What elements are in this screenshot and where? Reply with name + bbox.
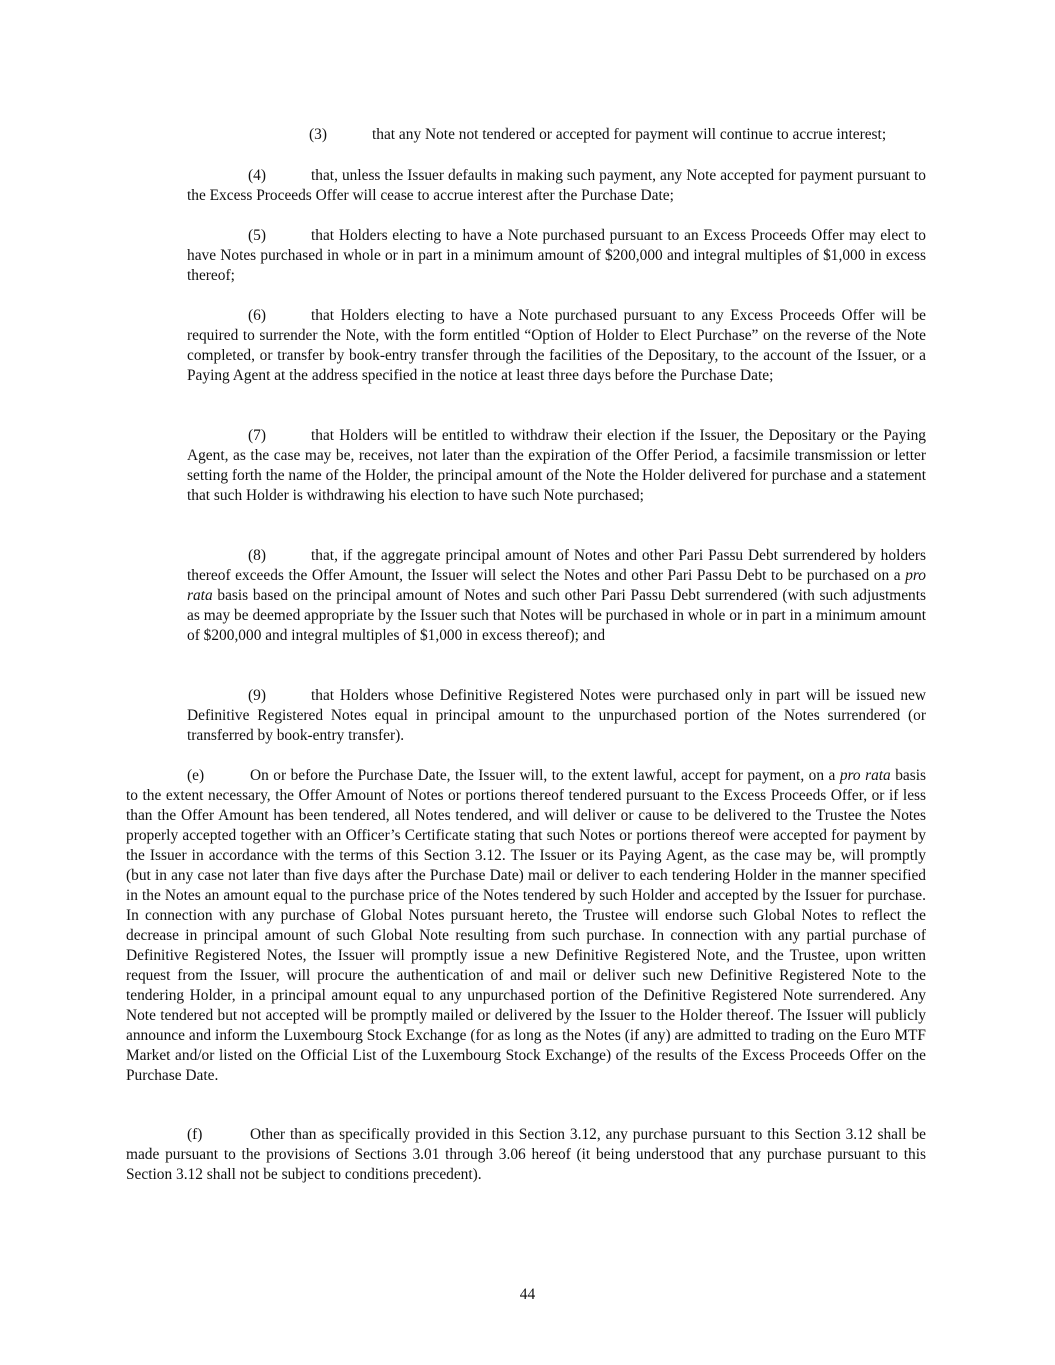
list-item-7	[187, 426, 926, 506]
list-item-text-cont: basis based on the principal amount of Notes and such other Pari Passu Debt surrendered (with such adjustments as may be deemed appropriate by the Issuer such that Notes will be purchased in whole or in part in a minimum amount of $200,000 and integral multiples of $1,000 in excess thereof); and	[187, 587, 926, 644]
list-item-text: that, unless the Issuer defaults in making such payment, any Note accepted for payment pursuant to the Excess Proceeds Offer will cease to accrue interest after the Purchase Date;	[187, 167, 926, 204]
paragraph-f	[126, 1125, 926, 1185]
list-item-number: (7)	[248, 427, 266, 444]
list-item-9	[187, 686, 926, 746]
list-item-italic-term: pro rata	[187, 567, 926, 604]
paragraph-text: On or before the Purchase Date, the Issuer will, to the extent lawful, accept for payment, on a	[250, 767, 840, 784]
page-number: 44	[519, 1286, 536, 1303]
list-item-text: that Holders whose Definitive Registered Notes were purchased only in part will be issued new Definitive Registered Notes equal in principal amount to the unpurchased portion of the Notes surrendered (or transferred by book-entry transfer).	[187, 687, 926, 744]
list-item-6	[187, 306, 926, 386]
list-item-number: (4)	[248, 167, 266, 184]
paragraph-text: Other than as specifically provided in this Section 3.12, any purchase pursuant to this Section 3.12 shall be made pursuant to the provisions of Sections 3.01 through 3.06 hereof (it being understood that any purchase pursuant to this Section 3.12 shall not be subject to conditions precedent).	[126, 1126, 926, 1183]
paragraph-e	[126, 766, 926, 1086]
list-item-text: that Holders will be entitled to withdraw their election if the Issuer, the Depositary or the Paying Agent, as the case may be, receives, not later than the expiration of the Offer Period, a facsimile transmission or letter setting forth the name of the Holder, the principal amount of the Note the Holder delivered for purchase and a statement that such Holder is withdrawing his election to have such Note purchased;	[187, 427, 926, 504]
list-item-text: that any Note not tendered or accepted for payment will continue to accrue interest;	[372, 126, 887, 143]
paragraph-italic-term: pro rata	[839, 767, 891, 784]
list-item-number: (9)	[248, 687, 266, 704]
list-item-text: that Holders electing to have a Note purchased pursuant to an Excess Proceeds Offer may elect to have Notes purchased in whole or in part in a minimum amount of $200,000 and integral multiples of $1,000 in excess thereof;	[187, 227, 926, 284]
list-item-3	[187, 125, 926, 145]
list-item-text: that Holders electing to have a Note purchased pursuant to any Excess Proceeds Offer will be required to surrender the Note, with the form entitled “Option of Holder to Elect Purchase” on the reverse of the Note completed, or transfer by book-entry transfer through the facilities of the Depositary, to the account of the Issuer, or a Paying Agent at the address specified in the notice at least three days before the Purchase Date;	[187, 307, 926, 384]
list-item-8	[187, 546, 926, 646]
list-item-number: (3)	[309, 126, 327, 143]
list-item-text: that, if the aggregate principal amount of Notes and other Pari Passu Debt surrendered by holders thereof exceeds the Offer Amount, the Issuer will select the Notes and other Pari Passu Debt to be purchased on a	[187, 547, 926, 584]
list-item-number: (8)	[248, 547, 266, 564]
list-item-5	[187, 226, 926, 286]
paragraph-number: (e)	[187, 767, 205, 784]
paragraph-number: (f)	[187, 1126, 203, 1143]
list-item-number: (5)	[248, 227, 266, 244]
list-item-4	[187, 166, 926, 206]
list-item-number: (6)	[248, 307, 266, 324]
paragraph-text-cont: basis to the extent necessary, the Offer Amount of Notes or portions thereof tendered pursuant to the Excess Proceeds Offer, or if less than the Offer Amount has been tendered, all Notes tendered, and will deliver or cause to be delivered to the Trustee the Notes properly accepted together with an Officer’s Certificate stating that such Notes or portions thereof were accepted for payment by the Issuer in accordance with the terms of this Section 3.12. The Issuer or its Paying Agent, as the case may be, will promptly (but in any case not later than five days after the Purchase Date) mail or deliver to each tendering Holder in the manner specified in the Notes an amount equal to the purchase price of the Notes tendered by such Holder and accepted by the Issuer for purchase. In connection with any purchase of Global Notes pursuant hereto, the Trustee will endorse such Global Notes to reflect the decrease in principal amount of such Global Note resulting from such purchase. In connection with any partial purchase of Definitive Registered Notes, the Issuer will promptly issue a new Definitive Registered Note, and the Trustee, upon written request from the Issuer, will procure the authentication of and mail or deliver such new Definitive Registered Note to the tendering Holder, in a principal amount equal to any unpurchased portion of the Definitive Registered Note surrendered. Any Note tendered but not accepted will be promptly mailed or delivered by the Issuer to the Holder thereof. The Issuer will publicly announce and inform the Luxembourg Stock Exchange (for as long as the Notes (if any) are admitted to trading on the Euro MTF Market and/or listed on the Official List of the Luxembourg Stock Exchange) of the results of the Excess Proceeds Offer on the Purchase Date.	[126, 767, 926, 1084]
